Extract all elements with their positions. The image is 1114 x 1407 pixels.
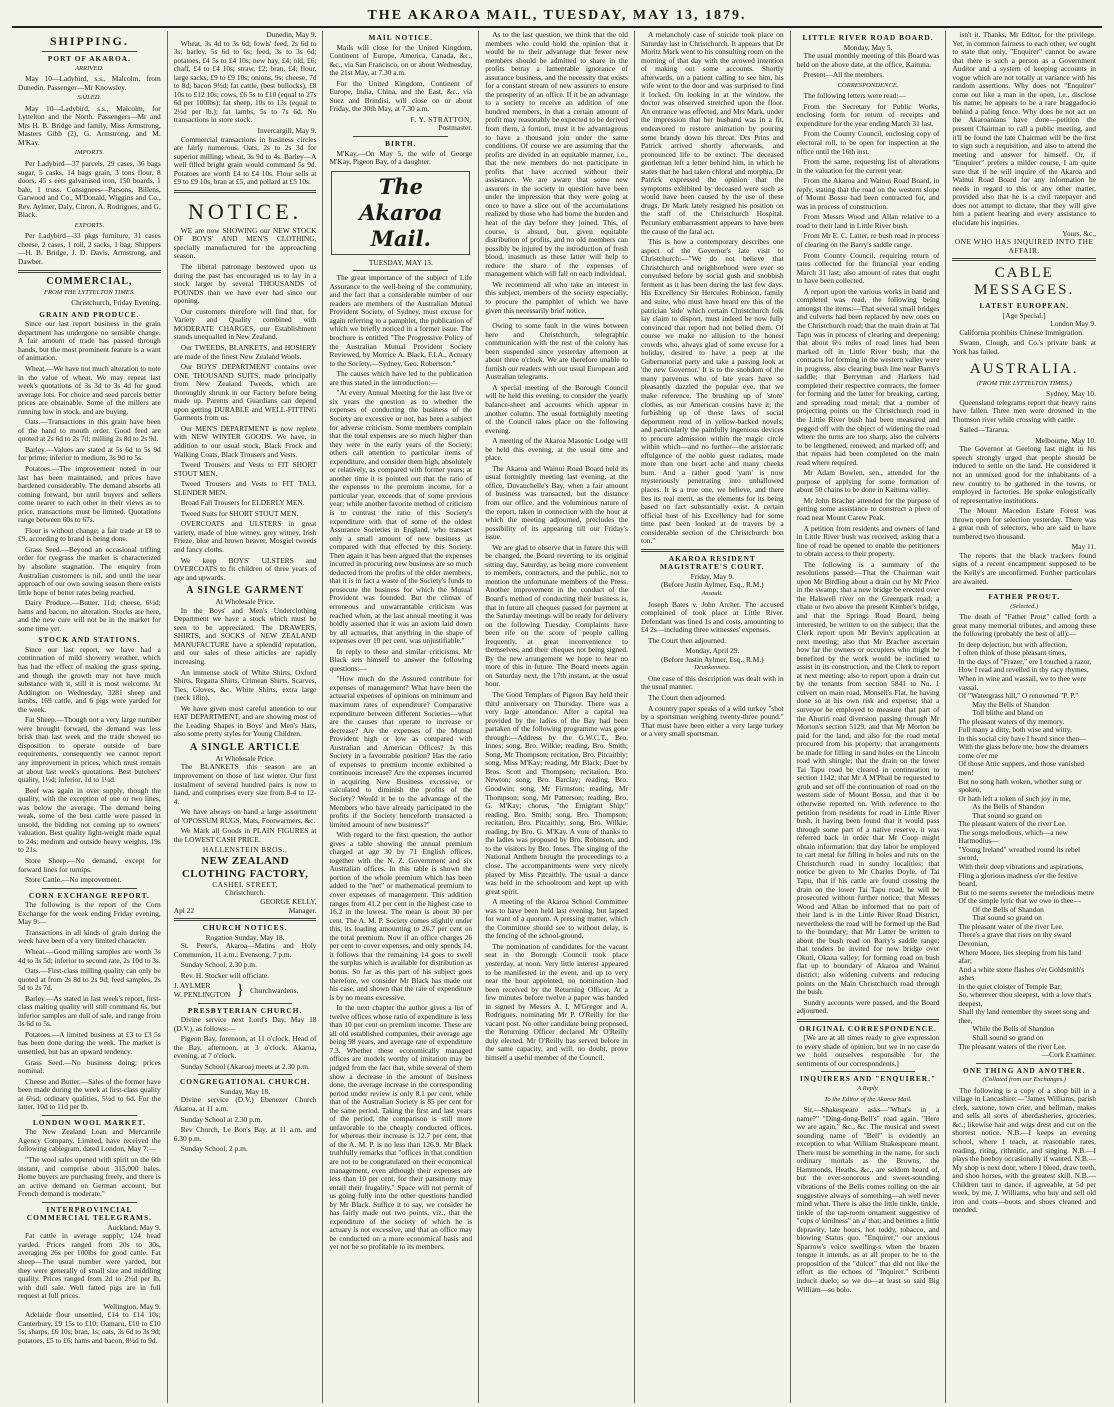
heading-single-garment: A SINGLE GARMENT — [186, 585, 304, 597]
selected-note: (Selected.) — [1010, 602, 1039, 610]
poem-line: Of the simple lyric that we owe to thee— — [958, 896, 1081, 906]
advert-paragraph: Broad Fall Trousers for ELDERLY MEN. — [180, 498, 305, 508]
court-date: Monday, April 29. — [685, 646, 740, 656]
paragraph: Sundry accounts were passed, and the Board adjourned. — [796, 997, 940, 1016]
paragraph: Cheese and Butter.—Sales of the former have been made during the week at first-class quality at 6½d; ordinary qualities, 5½d to 6d. For the latter, 10d to 11d per lb. — [18, 1076, 161, 1112]
dateline: Auckland, May 9. — [107, 1222, 161, 1232]
divider — [353, 270, 448, 271]
heading-stock: STOCK AND STATIONS. — [38, 635, 141, 645]
poem-line: In deep dejection, but with affection, — [958, 639, 1068, 649]
editorial-paragraph: "At every Annual Meeting for the last five or six years the question as to whether the expenses of conducting the business of the Society are excessive or not, has been a subject for adverse criticism. Some members complain that the total expenses are so much higher than they were in the early years of the Society; others call attention to particular items of expenditure, and consider them high, absolutely or relatively, as compared with former years; at another time it is pointed out that the ratio of the expenses to the premium income, for a particular year, exceeds that of some previous year; while another favorite method of criticism is to contrast the ratio of this Society's expenditure with that of some of the oldest Assurance Societies in England, who transact only a small amount of new business as compared with that effected by this Society. Then again it has been argued that the expenses incurred in procuring new business are so much deducted from the profits of the older members, that it is in fact a waste of the Society's funds to prosecute the business for which the Mutual Provident was founded. But the climax of erroneous and unwarrantable criticism was reached when, at the last annual meeting it was boldly asserted that it was an axiom laid down by all actuaries, that anything in the shape of expenses over 10 per cent. was unjustifiable." — [329, 388, 473, 646]
poem-line: Full many a ditty, both wise and witty, — [958, 725, 1072, 735]
paragraph: Oats.—First-class milling quality can only be quoted at from 2s 8d to 2s 9d; feed samples, 2s 5d to 2s 7d. — [18, 966, 161, 993]
case-type: Assault. — [701, 590, 723, 597]
heading-notice: NOTICE. — [188, 198, 303, 224]
column-2 — [168, 31, 324, 1403]
poem-line: And a white stone flashes o'er Goldsmith's ashes — [958, 964, 1085, 983]
advert-paragraph: WE are now SHOWING our NEW STOCK OF BOYS' AND MEN'S CLOTHING, specially manufactured for the approaching season. — [173, 225, 317, 261]
paragraph: The death of "Father Prout" called forth a great many memorial tributes, and among these the following (probably the best of all):— — [952, 612, 1096, 639]
firm-name: HALLENSTEIN BROS., — [202, 845, 288, 855]
dateline: Christchurch, Friday Evening. — [71, 298, 161, 308]
poem-line: Toll blithe and bland on — [972, 708, 1043, 718]
heading-father-prout: FATHER PROUT. — [988, 592, 1061, 602]
paragraph: Since our last report business in the grain department has undergone no sensible change. A fair amount of trade has passed through hands, but the most prominent feature is a want of animation. — [18, 319, 161, 363]
divider — [198, 1074, 293, 1075]
divider — [509, 318, 604, 319]
paragraph: Potatoes.—A limited business at £3 to £3 5s has been done during the week. The market is unsettled, but has an upward tendency. — [18, 1029, 161, 1056]
divider — [641, 549, 784, 552]
salutation: To the Editor of the Akaroa Mail. — [824, 1095, 912, 1103]
paragraph: The Court then adjourned. — [647, 635, 726, 645]
paragraph: From the Akaroa and Wainui Road Board, in reply, stating that the road on the western slope of Mount Bossu had been contracted for, and was in process of construction. — [796, 176, 940, 211]
heading-road-board: LITTLE RIVER ROAD BOARD. — [802, 33, 934, 42]
dateline: Wellington, May 9. — [103, 1301, 161, 1311]
poem-line: Where Moore, lies sleeping from his land afar; — [958, 947, 1082, 966]
paragraph: A report upon the various works in hand and completed was read, the following being amongst the items:—That several small bridges and culverts had been replaced by new ones on the Christchurch road; that the main drain at Tai Tapu was in process of clearing and deepening; that about 6½ miles of road lines had been marked off in Little River bush; that the contracts for forming in the western valley were in progress, also clearing bush line near Barry's saddle; that Berryman and Harkers had completed their respective contracts, the former for forming and the latter for breaking, carting, and spreading road metal; that a number of projecting points on the Christchurch road in the Little River bush had been measured and pegged off with the object of widening the road where the turns are too sharp; also the culverts to be lengthened, renewed, and marked off; and that repairs had been completed on the main road where required. — [796, 286, 940, 467]
advert-paragraph: We have given most careful attention to our HAT DEPARTMENT, and are showing most of the Leading Shapes in Boys' and Men's Hats, also some pretty styles for Young Children. — [173, 703, 317, 739]
poem-line: "Young Ireland" wreathed round its rebel sword, — [958, 844, 1081, 863]
editorial-paragraph: In the next chapter the author gives a list of twelve offices whose ratio of expenditure is less than 10 per cent on premium income. These are all old established companies, their average age being 98 years, and average rate of expenditure 7.3. Whether these economically managed offices are models worthy of imitation may be judged from the fact that, while several of them show a decrease in the amount of business done, the average increase in the corresponding period under review is only 8.1 per cent, while that of the Australian Society is 85 per cent for the same period. Taking the first and last years of the period, the comparison is still more unfavorable to the cheaply conducted offices, for whereas their increase is 12.7 per cent, that of the A. M. P. is no less than 126.9. Mr Black truthfully remarks that "offices in that condition are not to be congratulated on their economical management, even although their expenses are less than 10 per cent, for their parsimony may entail their frugality." Space will not permit of us going fully into the other questions handled by Mr Black. Suffice it to say, we consider he has fairly made out two points, viz., that the expenditure of the society of which he is actuary is not excessive, and that an office may be conducted on a more economical basis and yet not be so profitable to its members. — [329, 1003, 473, 1252]
paragraph: Commercial transactions in business circles are fairly numerous. Oats, 2s to 2s 3d for superior milling; wheat, 3s 9d to 4s. Barley—A well filled bright grain would command 5s 9d. Potatoes are worth £4 to £4 10s. Flour sells at £9 to £9 10s, bran at £5, and pollard at £5 10s. — [173, 134, 317, 187]
paragraph: Beef was again in over supply, though the quality, with the exception of one or two lines, was below the average. The demand being weak, some of the best cattle were passed in unsold, the bidding not coming up to owners' valuation. Best quality light-weight made equal to 24s; medium and outside heavy weights, 19s to 21s. — [18, 785, 161, 855]
court-bench: (Before Justin Aylmer, Esq., R.M.) — [660, 580, 764, 590]
paragraph: Rev. H. Stocker will officiate. — [180, 970, 269, 980]
heading-australia: AUSTRALIA. — [969, 360, 1079, 377]
paragraph: From Mr E. C. Latter, re bush road in process of clearing on the Barry's saddle range. — [796, 231, 940, 250]
poem-line: I often think of those pleasant times, — [958, 648, 1067, 658]
text-exports: Per Ladybird—33 pkgs furniture, 31 cases cheese, 2 cases, 1 roll, 2 sacks, 1 bag. Shippers—H. B. Bridge, J. D. Davis, Armstrong, and Dawber. — [18, 231, 161, 267]
advert-paragraph: An immense stock of White Shirts, Oxford Shirts, Regatta Shirts, Crimean Shirts, Scarves, Ties, Gloves, &c. White Shirts, extra large (neck 18in). — [173, 667, 317, 703]
poem-line: That sound so grand on — [972, 810, 1042, 820]
heading-birth: BIRTH. — [385, 139, 417, 149]
paragraph: The Mount Macedon Estate Forest was thrown open for selection yesterday. There was a great rush of selectors, who are said to have numbered two thousand. — [952, 506, 1096, 541]
divider — [174, 918, 317, 921]
source-line: (FROM THE LYTTELTON TIMES.) — [976, 379, 1072, 387]
heading-church: CHURCH NOTICES. — [202, 923, 288, 933]
paragraph: California prohibits Chinese Immigration. — [959, 327, 1084, 337]
poem-source: —Cork Examiner. — [1041, 1050, 1096, 1060]
paragraph: The Governor at Geelong last night in his speech strongly urged that people should be induced to settle on the land. He considered it not an unmixed good for the inhabitants of a new country to be gathered in the towns, or employed in factories. He spoke eulogistically of representative institutions. — [952, 444, 1096, 505]
paragraph: A meeting of the Akaroa School Committee was to have been held last evening, but lapsed for want of a quorum. A pressing matter, which the Committee should see to without delay, is the fencing of the school-ground. — [485, 897, 628, 941]
advert-paragraph: We Mark all Goods in PLAIN FIGURES at the LOWEST CASH PRICE. — [173, 826, 317, 844]
signature-title: Postmaster. — [438, 123, 473, 133]
editorial-paragraph: In reply to these and similar criticisms, Mr Black sets himself to answer the following questions:— — [329, 646, 473, 673]
dateline: Sydney, May 10. — [1045, 389, 1096, 399]
divider — [976, 589, 1072, 590]
editorial-paragraph: The causes which have led to the publication are thus stated in the introduction:— — [329, 369, 473, 387]
paragraph: Adelaide flour unsettled, £14 to £14 10s; Canterbury, £9 15s to £10; Oamaru, £10 to £10 5s; sharps, £6 10s; bran, 1s; oats, 3s 6d to 3s 9d; potatoes, £5 to £6; hams and bacon, 8½d to 9d. — [18, 1310, 161, 1345]
column-5 — [635, 31, 791, 1403]
paragraph: Dairy Produce.—Butter, 11d; cheese, 6½d; hams and bacon, no alteration. Stocks are here, and the new cure will not be in the market for some time yet. — [18, 598, 161, 633]
paragraph: A meeting of the Akaroa Masonic Lodge will be held this evening, at the usual time and place. — [485, 436, 628, 463]
source-line: (Collated from our Exchanges.) — [982, 1076, 1067, 1084]
signature: ONE WHO HAS INQUIRED INTO THE AFFAIR. — [954, 237, 1094, 255]
firm-title: CLOTHING FACTORY, — [181, 867, 309, 880]
subhead-arrived: ARRIVED. — [74, 64, 104, 72]
poem-line: Of those Attic suppers, and those vanished men! — [958, 759, 1085, 778]
paragraph: Mr Adam Bowlen, sen., attended for the purpose of applying for some formation of about 50 chains to be done in Kaituna valley. — [796, 468, 940, 495]
church-date: Rogation Sunday, May 18. — [205, 932, 285, 942]
paragraph: Transactions in all kinds of grain during the week have been of a very limited character. — [18, 927, 161, 946]
poem-line: In the quiet cloister of Temple Bar; — [958, 981, 1063, 991]
paragraph: Fat Sheep.—Though not a very large number were brought forward, the demand was less brisk than last week and the trade showed no disposition to operate outside of bare requirements, consequently we cannot report any improvement in prices, which must remain at about last week's quotations. Best butchers' quality, 1½d; inferior, 1d to 1¼d. — [18, 715, 161, 785]
heading-port: PORT OF AKAROA. — [47, 54, 131, 63]
subhead-sailed: SAILED. — [77, 94, 102, 102]
source-line: [Age Special.] — [1002, 310, 1046, 320]
divider — [42, 51, 137, 52]
firm-title: NEW ZEALAND — [201, 854, 290, 867]
paragraph: Rev Church, Le Bon's Bay, at 11 a.m. and 6.30 p.m. — [173, 1125, 317, 1143]
warden-names — [174, 982, 231, 999]
poem-line: The pleasant waters of the river Lee. — [958, 819, 1067, 829]
heading-interprovincial: INTERPROVINCIAL COMMERCIAL TELEGRAMS. — [26, 1204, 152, 1223]
newspaper-nameplate: The Akaroa Mail. — [331, 171, 470, 255]
heading-presbyterian: PRESBYTERIAN CHURCH. — [187, 1005, 303, 1015]
paragraph: As to the last question, we think that the old members who could hold the opinion that it would be to their advantage that fewer new members should be admitted to share in the profits betray a lamentable ignorance of assurance business, and the necessity that exists for a constant stream of new assurers to ensure the prosperity of an office. If it be an advantage to a society to receive an addition of one hundred members, in that a certain amount of profit may reasonably be expected to be derived from them, à fortiori, must it be advantageous to have a thousand join under the same conditions. Of course we are assuming that the profits are divided in an equitable manner, i.e., that the new members do not participate in profits that have accrued without their assistance. We are aware that some new assurers in the society in question have been under the impression that they were going at once to have a slice out of the accumulations realized by those who had borne the burden and heat of the day before they joined. This, of course, is absurd, but, given equitable distribution of profits, and no old members can possibly be injured by the introduction of fresh blood, inasmuch as these latter will help to reduce the share of the expenses of management which will fall on each individual. — [485, 31, 628, 279]
paragraph: Queensland telegrams report that heavy rains have fallen. Three men were drowned in the Thomson river while crossing with cattle. — [952, 397, 1096, 424]
paragraph: The reports that the black trackers found signs of a recent encampment supposed to be the Kelly's are unconfirmed. Further particulars are awaited. — [952, 550, 1096, 586]
poem-line: While the Bells of Shandon — [972, 1024, 1055, 1034]
paragraph: Sir,—Shakespeare asks—"What's in a name?" "Ding-dong-Bell's" road again. "Here we are again," &c., &c. The musical and sweet sounding name of "Bell" is evidently an exception to what William Shakespeare meant. There must be something in the name, for such ordinary mortals as the Browns, the Hammonds, Heaths, &c., are seldom heard of, but the ever-sonorous and sweet-sounding vibrations of the Bells comes rolling on the air suggestive always of something—ah well never mind what. There is also the little tinkle, tinkle, tinkle of the tap-room ornament suggestive of "cups o' kindness" an a' that; and betimes a little depravity, late hours, hot toddy, tobacco, and blowing Status quo. "Enquirer," our anxious Sparrow's voice swelling-s when the brazen tongue it intends, as at all proper to be to the proposition of the "dulcet" that did not like the effort as the echoes of "Inquirer." Scribenti inducit duelo; so we do—at least so said Big William—so bolo. — [796, 1105, 940, 1294]
advert-paragraph: The BLANKETS this season are an improvement on those of last winter. Our first instalment of several hundred pairs is now to hand, and comprises every size from 8-4 to 12-4. — [173, 762, 317, 806]
issue-date: TUESDAY, MAY 13. — [368, 257, 433, 267]
poem-line: Shall thy land remember thy sweet song and thee, — [958, 1007, 1090, 1025]
subline: At Wholesale Price. — [215, 597, 275, 607]
masthead: THE AKAROA MAIL, TUESDAY, MAY 13, 1879. — [12, 6, 1102, 28]
paragraph: From the same, requesting list of alterations in the valuation for the current year. — [796, 157, 940, 175]
dateline: May 11. — [1071, 542, 1096, 552]
paragraph: Sailed—Tararua. — [959, 425, 1010, 435]
paragraph: One case of this description was dealt with in the usual manner. — [640, 673, 784, 692]
advert-paragraph: Our customers therefore will find that, for Variety and Quality combined with MODERATE CHARGES, our Establishment stands unequalled in New Zealand. — [173, 306, 317, 342]
poem-line: Or hath left a token of such joy in me, — [958, 793, 1071, 803]
poem-line: But to me seems sweeter the melodious metre — [958, 887, 1095, 897]
poem-line: The pleasant water of the river Lee. — [958, 921, 1064, 931]
paragraph: Divine service next Lord's Day, May 18 (D.V.), as follows:— — [173, 1015, 317, 1033]
paragraph: Mails will close for the United Kingdom, Continent of Europe, America, Canada, &c., &c., via San Francisco, on or about Wednesday, the 21st May, at 7.30 a.m. — [329, 42, 473, 78]
brace: } — [236, 981, 245, 999]
poem-line: The songs melodious, which—a new Harmodius— — [958, 827, 1068, 846]
columns — [12, 31, 1102, 1403]
poem — [952, 641, 1096, 1051]
divider — [952, 258, 1096, 261]
divider — [353, 136, 448, 137]
firm-manager: GEORGE KELLY, — [260, 897, 317, 907]
paragraph: St. Peter's, Akaroa—Matins and Holy Communion, 11 a.m.; Evensong, 7 p.m. — [173, 941, 317, 959]
paragraph: Wheat, 3s 4d to 3s 6d; fowls' feed, 2s 6d to 3s; barley, 5s 6d to 6s; feed, 3s to 3s 6d; potatoes, £4 5s to £4 10s; new hay, £4; old, £6; chaff, £4 to £4 10s; straw, £2; bran, £4; flour, large sacks, £9 to £9 10s; onions, 9s; cheese, 7d to 8d; bacon 9½d; fat cattle, (best bullocks), £8 10s to £12 10s; cows, £6 5s to £10 (equal to 27s 6d per 100lbs); fat sheep, 10s to 13s (equal to 2½d per lb.); fat lambs, 5s to 7s 6d. No transactions in store stock. — [173, 38, 317, 125]
paragraph: Since our last report, we have had a continuation of mild showery weather, which has had the effect of making the grass spring, and though the growth may not have much substance with it, still it is most welcome. At Addington on Wednesday, 3281 sheep and lambs, 169 cattle, and 6 pigs were yarded for the week. — [18, 644, 161, 714]
warden-name: W. PENLINGTON — [173, 989, 231, 999]
paragraph: This is how a contemporary describes one aspect of the Governor's late visit to Christchurch:—"We do not believe that Christchurch and neighborhood were ever so convulsed before by social gush and snobbish ferment as it has been during the last few days. His Excellency Sir Hercules Robinson, family and suite, who must have heard ere this of the patrician 'side' which certain Christchurch folk lay claim to disport, must indeed be now fully convinced that report had not belied them. Of course we make no allusion to the honest crowds who, always glad of some excuse for a holiday, desired to have a peep at the Gubernatorial party and take a passing look at 'the new Governor.' It is to the snobdom of the many parvenus who of late years have so pleasantly dazzled the popular eye, that we make reference. The brushing up of 'store' clothes, as our American cousins have it; the furbishing up of those laws of social deportment rend of in yellow-backed novels; and particularly the painfully ingenious devices to procure admission within the magic circle within which—and no further—the aristocratic effulgence of the noble guest radiates, made more than one heart ache and many cheeks burn. And a rather good 'yarn' is now mysteriously penetrating into unhallowed places. It is a true one, we believe, and there lies its real merit, as the elements for its being based on fact substantially exist. A certain official host of his Excellency had for some time past been looked at de travers by a considerable section of the Christchurch bon ton." — [640, 237, 784, 546]
paragraph: The following is the report of the Corn Exchange for the week ending Friday evening, May 9:— — [18, 900, 161, 927]
paragraph: Oats.—Transactions in this grain have been of the hand to mouth order. Good feed are quoted at 2s 6d to 2s 7d; milling 2s 8d to 2s 9d. — [18, 417, 161, 444]
heading-congregational: CONGREGATIONAL CHURCH. — [179, 1077, 311, 1087]
firm-city: Christchurch. — [225, 888, 266, 898]
paragraph: Grass Seed.—Beyond an occasional trifling order for ryegrass the market is characterized by absolute stagnation. The enquiry from Australian customers is nil, and until the near approach of our own sowing season there exists little hope of better rates being reached. — [18, 544, 161, 597]
wardens-title: Churchwardens. — [250, 985, 299, 995]
poem-line: In the days of "Frazer," ere I touched a razor, — [958, 656, 1092, 666]
subhead-imports: IMPORTS. — [74, 149, 104, 157]
heading-single-article: A SINGLE ARTICLE — [190, 741, 301, 753]
column-3 — [323, 31, 479, 1403]
warden-name: J. AYLMER — [173, 981, 211, 991]
heading-corn-exchange: CORN EXCHANGE REPORT. — [28, 890, 150, 900]
advert-paragraph: Our TWEEDS, BLANKETS, and HOSIERY are made of the finest New Zealand Wools. — [173, 342, 317, 361]
signature: F. Y. STRATTON, — [410, 114, 473, 124]
paragraph: Pigeon Bay, forenoon, at 11 o'clock. Head of the Bay, afternoon, at 3 o'clock. Akaroa, evening, at 7 o'clock. — [173, 1034, 317, 1061]
poem-line: Fling a glorious madness o'er the festive board, — [958, 870, 1078, 889]
paragraph: A special meeting of the Borough Council will be held this evening, to consider the yearly balance-sheet and accounts which appear in another column. The usual fortnightly meeting of the Council takes place on the following evening. — [485, 382, 628, 435]
paragraph: Barley.—As stated in last week's report, first-class malting quality will still command 6s, but inferior samples are dull of sale, and range from 3s 6d to 5s. — [18, 993, 161, 1029]
paragraph: Store Sheep.—No demand, except for forward lines for turnips. — [18, 856, 161, 874]
meeting-date: Monday, May 5. — [843, 42, 893, 52]
paragraph: From County Council, requiring return of rates collected for the financial year ending March 31 last; also amount of rates that ought to have been collected. — [796, 250, 940, 286]
poem-line: There's a grave that rises on thy sward Devonian, — [958, 930, 1072, 948]
heading-latest-european: LATEST EUROPEAN. — [979, 301, 1070, 311]
heading-mail-notice: MAIL NOTICE. — [368, 33, 434, 42]
heading-inquirers: INQUIRERS AND "ENQUIRER." — [800, 1074, 937, 1084]
paragraph: Wheat.—We have not much alteration to note in the value of wheat. We may repeat last week's quotations of 3s 3d to 3s 4d for good average lots. For choice and seed parcels better prices are obtainable. Some of the millers are running low in stock, and are buying. — [18, 363, 161, 416]
column-6 — [791, 31, 947, 1403]
advert-paragraph: Our MEN'S DEPARTMENT is now replete with NEW WINTER GOODS. We have, in addition to our usual stock, Black Frock and Walking Coats, Black Trousers and Vests. — [173, 423, 317, 459]
poem-line: With their deep vibrations and aspirations, — [958, 862, 1084, 872]
subline: At Wholesale Price. — [215, 753, 275, 763]
paragraph: Fat cattle in average supply; 124 head yarded. Prices ranged from 20s to 30s, averaging 26s per 100lbs for good cattle. Fat sheep—The usual number were yarded, but they were generally of small size and middling quality. Prices ranged from 2d to 2½d per lb, with dull sale. Well fatted pigs are in full request at full prices. — [18, 1231, 161, 1301]
paragraph: From the County Council, enclosing copy of electoral roll, to be open for inspection at the office until the 16th inst. — [796, 129, 940, 156]
paragraph: The New Zealand Loan and Mercantile Agency Company, Limited, have received the following cablegram, dated London, May 7:— — [18, 1127, 161, 1154]
paragraph: A petition from residents and owners of land in Little River bush was received, asking that a line of road be opened to enable the petitioners to obtain access to their property. — [796, 523, 940, 559]
divider — [42, 888, 137, 889]
source-line: FROM THE LYTTELTON TIMES. — [43, 288, 135, 296]
church-date: Sunday, May 18. — [220, 1086, 271, 1096]
divider — [797, 1019, 940, 1022]
poem-line: That sound so grand on — [972, 913, 1042, 923]
subhead-exports: EXPORTS. — [74, 221, 105, 229]
paragraph: Store Cattle.—No improvement. — [25, 875, 122, 885]
advert-paragraph: Tweed Trousers and Vests to FIT SHORT STOUT MEN. — [173, 460, 317, 478]
advert-footer — [174, 907, 317, 916]
advert-paragraph: The liberal patronage bestowed upon us during the past has encouraged us to lay in a stock larger by several THOUSANDS of POUNDS than we have ever had since our opening. — [173, 262, 317, 306]
paragraph: Flour is without change; a fair trade at £8 to £9, according to brand is being done. — [18, 525, 161, 544]
text-sailed: May 10—Ladybird, s.s., Malcolm, for Lyttelton and the North. Passengers—Mr and Mrs H. B. Bridge and family, Miss Armstrong, Masters Gibb (2), G. Armstrong, and M. M'Kay. — [18, 103, 161, 147]
poem-line: In this social city have I heard since then— — [958, 733, 1087, 743]
poem-line: How I read and revelled in thy racy rhymes, — [958, 665, 1089, 675]
paragraph: [We are at all times ready to give expression to every shade of opinion, but we in no case do we hold ourselves responsible for the sentiments of our correspondents.] — [796, 1033, 940, 1068]
dateline: Invercargill, May 9. — [257, 126, 317, 136]
editorial-paragraph: "How much do the Assured contribute for expenses of management? What have been the actuarial expenses of opinions on minimum and maximum rates of expenditure? Comparative expenditure between different Societies—what are the causes that operate to increase or decrease? Are the expenses of the Mutual Provident high or low as compared with Australian and American Offices? Is this Society in a favourable position? Has the ratio of expenses to premium income exhibited a continuous increase? Are the expenses incurred in acquiring New Business excessive, or calculated to diminish the profits of the Society? Would it be to the advantage of the Members who have already participated in the profits if the Society henceforth transacted a limited amount of new business?" — [329, 674, 473, 829]
paragraph: The Good Templars of Pigeon Bay held their third anniversary on Thursday. There was a very large attendance. After a capital tea provided by the ladies of the Bay had been partaken of the following programme was gone through:—Address by the G.W.C.T., Bro. Innes; song, Bro. Wilkie; reading, Bro. Smith; Song, Mr Thompson; recitation, Bro. Pitcaithly; song, Miss M'Kay; reading, Mr Black; Duet by Bros. Scott and Thompson; recitation, Bro. Newton; song, Bro. Barclay; reading, Bro. Goodwin; song, Mr Firmston; reading, Mr Thompson; song, Mr Patterson; reading, Bro. G. M'Kay; chorus, "the Emigrant Ship;" reading, Bro. Smith; song, Bro. Thompson; recitation, Bro. Pitcaithly; song, Bro. Wilkie; reading, by Bro. G. M'Kay. A vote of thanks to the ladies was proposed by Bro. Robinson, and to the visitors by Bro. Innes. The singing of the National Anthem brought the proceedings to a close. The accompaniments were very nicely played by Miss Pitcaithly. The usual a dance was held in the schoolroom and kept up with great spirit. — [485, 690, 628, 896]
heading-court: AKAROA RESIDENT MAGISTRATE'S COURT. — [659, 553, 765, 572]
heading-wool: LONDON WOOL MARKET. — [32, 1117, 146, 1127]
paragraph: Present—All the members. — [803, 70, 884, 80]
heading-one-thing: ONE THING AND ANOTHER. — [962, 1065, 1086, 1075]
poem-line: So, wherever thou sleepest, with a love that's deepest, — [958, 990, 1092, 1008]
divider — [42, 1115, 137, 1116]
poem-line: As the Bells of Shandon — [972, 802, 1045, 812]
poem-line: May the Bells of Shandon — [972, 699, 1050, 709]
advert-paragraph: OVERCOATS and ULSTERS in great variety, made of blue witney, grey witney, Irish Frieze, blue and brown beaver, Mosgiel tweeds and fancy cloths. — [173, 519, 317, 554]
paragraph: isn't it. Thanks, Mr Editor, for the privilege. Yet, in common fairness to each other, we ought to state that only, "Enquirer" cannot be aware that there is such a person as a Government Auditor and a system of keeping accounts in vogue which are not totally at variance with his random assertions. Why does not "Enquirer" come out like a man in the open, i.e., disclose his name; he appears to be a rare braggadocio behind a paling fence. Why does he not act on the Akaroanians have done—petition the present Chairman to call a public meeting, and it'll be found the late Chairman will be the first to sign such a requisition, and also to attend the meeting and answer for himself. Or, if "Enquirer" prefers a milder course, I am quite sure that if he will inquire of the Akaroa and Wainui Road Board for any information he needs in regard to this or any other matter, provided also that he is a civil ratepayer and does not attempt to dictate, that they will give him a patient hearing and every assistance to elucidate his inquiries. — [952, 31, 1096, 228]
paragraph: The Court then adjourned. — [647, 693, 726, 703]
advert-paragraph: We keep BOYS' ULSTERS and OVERCOATS to fit children of three years of age and upwards. — [173, 555, 317, 582]
paragraph: From Messrs Wood and Allan relative to a road to their land in Little River bush. — [796, 212, 940, 230]
dateline: Dunedin, May 9. — [266, 31, 317, 39]
text-imports: Per Ladybird—37 parcels, 29 cases, 36 bags sugar, 5 casks, 14 bags grain, 3 tons flour, 8 doors, 45 s eets galvanised iron, 150 boards, 1 bale, 1 truss. Consignees—Parsons, Billens, Garwood and Co., M'Donald, Wiggins and Co., Rev. Aylmer, Daly, Citron, A. Rodrigues, and G. Black. — [18, 159, 161, 220]
advert-paragraph: We have always on hand a large assortment of 'OPOSSUM RUGS, Mats, Footwarmers, &c. — [173, 807, 317, 825]
closing: Yours, &c., — [1062, 228, 1096, 238]
column-4 — [479, 31, 635, 1403]
poem-line: Of "Watergrass hill," O renowned "P. P." — [958, 691, 1079, 701]
paragraph: Sunday School at 2.30 p.m. — [180, 1114, 263, 1124]
advert-paragraph: Tweed Trousers and Vests to FIT TALL SLENDER MEN. — [173, 479, 317, 497]
paragraph: Mr John Bracher attended for the purpose of getting some assistance to construct a piece of road near Mount Carew Peak. — [796, 495, 940, 522]
paragraph: The following is a copy of a shop bill in a village in Lancashire:—"James Williams, parish clerk, saxtone, town crier, and bellman, makes and sells all sorts of aberdasheries, groceries, &c.; likewise hair and wigs drest and cut on the shortest notice. N.B.—I keeps an evening school, where I teach, at reasonable rates, reading, riting, rithmitic, and singing. N.B.—I plays the hoeboy occasionally if wanted. N.B.—My shop is next door, where I bleed, draw teeth, and shoo horses, with the greatest skill. N.B.—Children taut to dance, if agreeable, at 5d per week, by me, J. Williams, who buy and sell old iron and coats—boots and shoes cleaned and mended. — [952, 1085, 1096, 1215]
heading-original-correspondence: ORIGINAL CORRESPONDENCE. — [799, 1023, 937, 1033]
paragraph: Wheat.—Good milling samples are worth 3s 4d to 3s 5d; inferior to second rate, 2s 10d to 3s. — [18, 946, 161, 965]
heading-cable: CABLE MESSAGES. — [974, 265, 1075, 299]
divider — [42, 1202, 137, 1203]
paragraph: Sunday School, 2.30 p.m. — [180, 960, 257, 970]
divider — [976, 1063, 1072, 1064]
advert-paragraph: In the Boys' and Men's Underclothing Department we have a stock which must be seen to be appreciated. The DRAWERS, SHIRTS, and SOCKS of NEW ZEALAND MANUFACTURE have a splendid reputation, and our sales of these articles are rapidly increasing. — [173, 605, 317, 666]
poem-line: Shall sound so grand on — [972, 1032, 1044, 1042]
paragraph: Divine service (D.V.) Ebenezer Church Akaroa, at 11 a.m. — [173, 1095, 317, 1113]
paragraph: Grass Seed.—No business doing; prices nominal. — [18, 1057, 161, 1076]
paragraph: We are glad to observe that in future this will be changed, the Board reverting to its original sitting day, Saturday, as being more convenient to members, contractors, and the public, not to mention the unfortunate members of the Press. Another improvement in the conduct of the Board's method of conducting their business is, that in future all cheques passed for payment at the Saturday meetings will be ready for delivery on the following Tuesday. Complaints have been rife on the score of people calling frequently, at great inconvenience to themselves, and their cheques not being signed. By the new arrangement we hope to hear no more of this in future. The Board meets again on Saturday next, the 17th instant, at the usual hour. — [485, 542, 628, 689]
dateline: London May 9. — [1050, 319, 1096, 329]
divider — [198, 1003, 293, 1004]
paragraph: From the Secretary for Public Works, enclosing form for return of receipts and expenditure for the year ending March 31 last. — [796, 101, 940, 128]
paragraph: Swann, Clough, and Co.'s private bank at York has failed. — [952, 338, 1096, 356]
heading-commercial: COMMERCIAL, — [46, 275, 133, 287]
advert-paragraph: Tweed Suits for SHORT STOUT MEN. — [180, 508, 299, 518]
paragraph: Joseph Bates v. John Archer. The accused complained of took place at Little River. Defendant was fined 1s and costs, amounting to £4 2s—including three witnesses' expenses. — [640, 599, 784, 635]
paragraph: M'Kay.—On May 5, the wife of George M'Kay, Pigeon Bay, of a daughter. — [329, 148, 473, 167]
paragraph: Barley.—Values are stated at 5s 6d to 5s 9d for prime; inferior to medium, 3s 9d to 5s. — [18, 444, 161, 463]
poem-line: The pleasant waters of thy memory. — [958, 716, 1065, 726]
heading-grain: GRAIN AND PRODUCE. — [39, 309, 140, 319]
paragraph: A country paper speaks of a wild turkey "shot by a sportsman weighing twenty-three pound." That must have been either a very large turkey or a very small sportsman. — [640, 703, 784, 739]
paragraph: Sunday School, 2 p.m. — [180, 1144, 248, 1154]
dateline: Melbourne, May 10. — [1035, 435, 1096, 445]
text-arrived: May 10—Ladybird, s.s., Malcolm, from Dunedin. Passenger—Mr Knowsley. — [18, 74, 161, 92]
paragraph: The usual monthly meeting of this Board was held on the above date, at the office, Kaituna. — [796, 51, 940, 69]
editorial-paragraph: The great importance of the subject of Life Assurance to the well-being of the community, and the fact that a considerable number of our readers are members of the Australian Mutual Provident Society, of Sydney, must excuse for again referring to a pamphlet, the publication of which we briefly noticed in a former issue. The brochure is entitled "The Progressive Policy of the Australian Mutual Provident Society Reviewed, by Morrice A. Black, F.I.A., Actuary to the Society.—Sydney, Geo. Robertson." — [329, 273, 473, 368]
case-type: Drunkenness. — [694, 664, 731, 672]
firm-address: CASHEL STREET, — [212, 879, 278, 889]
poem-line: With the glass before me, how the dreamers come o'er me — [958, 742, 1089, 760]
divider — [18, 270, 161, 273]
advert-paragraph: Our BOYS' DEPARTMENT contains over ONE THOUSAND SUITS, made principally from New Zealand Tweeds, which are thoroughly shrunk in our Factory before being made up. Parents and Guardians can depend upon getting DURABLE and WELL-FITTING Garments from us. — [173, 362, 317, 423]
editorial-paragraph: With regard to the first question, the author gives a table showing the annual premium charged at age 30 by 71 English offices, together with the N. Z. Government and six Australian offices. In this table is shown the portion of the whole premium which has been added to the "net" or mathematical premium to cover expenses of management. This addition ranges from 41.2 per cent in the highest case to 16.2 in the lowest. The mean is about 30 per cent. The A. M. P. Society comes slightly under this, its loading amounting to 26.7 per cent on the total premium. Now if an office charges 26 per cent to cover expenses, and only spends 14, it follows that the remaining 14 goes to swell the surplus which is available for distribution as bonus. So far as this part of his subject goes therefore, we consider Mr Black has made out his case, and shown that the rate of expenditure is by no means excessive. — [329, 830, 473, 1002]
paragraph: Sunday School (Akaroa) meets at 2.30 p.m. — [180, 1061, 310, 1071]
paragraph: We recommend all who take an interest in this subject, members of the society especially, to procure the pamphlet of which we have given this necessarily brief notice. — [485, 279, 628, 315]
poem-line: When in wine and wassail, we to thee were vassal, — [958, 674, 1087, 692]
paragraph: The Akaroa and Wainui Road Board held its usual fortnightly meeting last evening, at the office, Duvauchelle's Bay, when a fair amount of business was transacted, but the distance from our office, and the voluminous nature of the report, taken in connection with the hour at which the meeting adjourned, precludes the possibility of its appearing till our Friday's issue. — [485, 463, 628, 542]
column-7 — [946, 31, 1102, 1403]
divider — [174, 190, 317, 193]
heading-shipping: SHIPPING. — [49, 34, 129, 48]
subhead-reply: A Reply. — [857, 1084, 879, 1092]
paragraph: Potatoes.—The improvement noted in our last has been maintained, and prices have hardened considerably. The demand absorbs all coming forward, but until buyers and sellers come nearer to each other in their views as to price, transactions must be limited. Quotations range between 60s to 67s. — [18, 463, 161, 525]
column-1 — [12, 31, 168, 1403]
manager-title: Manager. — [288, 905, 317, 915]
court-date: Friday, May 9. — [690, 571, 735, 581]
paragraph: The following is a summary of the resolutions passed:—That the Chairman wait upon Mr Birdling about a drain cut by Mr Price in the swamp; that a new bridge be erected over the Halswell river on the Greenpark road; a chain or two above the present Kimber's bridge, and that the Springs Road Board, being interested, be written to on the subject; that the Clerk report upon Mr Bevin's application at next meeting; also that Mr Bracher ascertain how far the owners or occupiers who might be benefited by the work would be inclined to assist in its construction, and the Clerk to report at next meeting; also to report upon a drain cut by the tenants from section 5841 to No. 1 culvert on main road, Monsell's Flat, he having done so at his own risk and expense; that a surveyor be employed to measure that part of the Ahuriri road diversion passing through Mr Morton's section 5129, and that Mr Morton be paid for the land, and also for the road metal procured from his property; that arrangements be made for filling in sand holes on the Lincoln road with shingle; that the drain on the lower Tai Tapu road be cleared in continuation to section 1142; that Mr A M'Phail be requested to grub and set off the continuation of road on the western side of Mount Bossu, and that it be otherwise reported on. With reference to the petition from residents for road in Little River bush, it having been found that it would pass through some part of a native reserve, it was referred back in order that Mr Coop might obtain information; that day labor be employed to cart metal for filling in holes and ruts on the Christchurch road in sundry localities; that notice be given to Mr Charles Doyle, of Tai Tapu, that if his cattle are found crossing the drain on the lower Tai Tapu road, he will be prosecuted without further notice; that Messrs Wood and Allan be informed that no part of their land is in the Little River Road District, nevertheless the road will be formed up the Bad to the boundary; that Mr Latter be written to about the bush road on Barry's saddle range; that tenders be invited for new bridge over Okuti, Okana valley; for forming road on bush flat up to boundary of Akaroa and Wainui district; also widening culverts and reducing points on the Main Christchurch road through the bush. — [796, 559, 940, 997]
poem-line: The pleasant waters of the river Lee. — [958, 1041, 1067, 1051]
paragraph: A melancholy case of suicide took place on Saturday last in Christchurch. It appears that Dr Moritz Mark went to his consulting room on the morning of that day with the avowed intention of making out some accounts. Shortly afterwards, on a patient calling to see him, his wife went to the door and was surprised to find it locked. On looking in at the window, the doctor was observed stretched upon the floor. An entrance was effected, and Mrs Mark, under the impression that her husband was in a fit, endeavored to restore animation by pouring some brandy down his throat. Drs Prins and Patrick arrived shortly afterwards, and pronounced life to be extinct. The deceased gentleman left a letter behind him, in which he states that he had taken chloral and morphia. Dr Patrick expressed the opinion that the symptoms exhibited by deceased were such as would have been caused by the use of these drugs. Dr Mark lately resigned his position on the staff of the Christchurch Hospital. Pecuniary embarrassment appears to have been the cause of the fatal act. — [640, 31, 784, 236]
paragraph: Owing to some fault in the wires between here and Christchurch, telegraphic communication with the rest of the colony has been suspended since yesterday afternoon at about three o'clock. We are therefore unable to furnish our readers with our usual European and Australian telegrams. — [485, 321, 628, 382]
paragraph: "The wool sales opened with spirit on the 6th instant, and comprise about 315,000 bales. Home buyers are purchasing freely, and there is an active demand on German account, but French demand is moderate." — [18, 1154, 161, 1199]
advert-date: Apl 22 — [173, 905, 195, 915]
paragraph: For the United Kingdom, Continent of Europe, India, China, and the East, &c., via Suez and Brindisi, will close on or about Friday, the 30th May, at 7.30 a.m. — [329, 78, 473, 114]
paragraph: The nomination of candidates for the vacant seat in the Borough Council took place yesterday, at noon. Very little interest appeared to be manifested in the event, and up to very near the hour appointed, no nomination had been received by the Returning Officer. At a few minutes before twelve a paper was handed in signed by Messrs A. I. M'Gregor and A. Rodrigues, nominating Mr P. O'Reilly for the vacant post. No other candidate being proposed, the Returning Officer declared Mr O'Reilly duly elected. Mr O'Reilly has served before in the same capacity, and will, no doubt, prove himself a useful member of the Council. — [485, 941, 628, 1062]
divider — [821, 1071, 916, 1072]
subhead-correspondence: CORRESPONDENCE. — [837, 81, 899, 89]
poem-line: But no song hath woken, whether sung or spoken, — [958, 776, 1082, 795]
churchwardens — [174, 982, 317, 999]
court-bench: (Before Justin Aylmer, Esq., R.M.) — [660, 654, 764, 664]
paragraph: The following letters were read:— — [803, 91, 906, 101]
poem-line: Of the Bells of Shandon — [972, 904, 1044, 914]
